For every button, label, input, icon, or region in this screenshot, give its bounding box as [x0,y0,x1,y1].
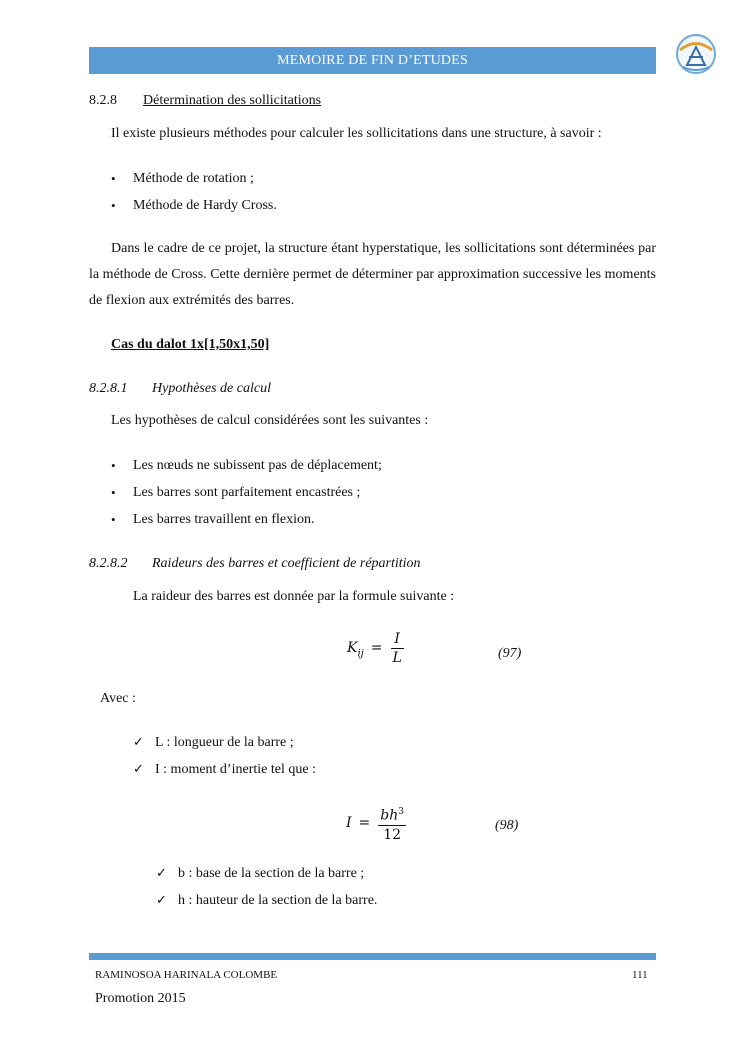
header-bar [89,47,656,74]
sub-definition-label: b : base de la section de la barre ; [178,866,365,881]
section-8282-title: Raideurs des barres et coefficient de répartition [152,556,421,571]
case-title: Cas du dalot 1x[1,50x1,50] [111,337,270,352]
section-8281-heading [89,381,271,397]
equation-97 [347,630,404,667]
intro-text: Il existe plusieurs méthodes pour calculer les sollicitations dans une structure, à savoir : [111,126,602,141]
equation-98-lhs: I [346,815,352,831]
equation-98-numerator-base: bh [380,807,399,824]
equation-98-denominator: 12 [383,826,402,843]
definition-label: I : moment d’inertie tel que : [155,762,316,777]
section-8281-title: Hypothèses de calcul [152,381,271,396]
header-title: MEMOIRE DE FIN D’ETUDES [277,53,468,68]
bullet-icon: • [111,512,116,527]
check-icon: ✓ [133,762,144,777]
equation-98-equals: = [358,815,371,831]
list-item [111,485,361,502]
equation-97-numerator: I [391,630,404,649]
equation-98 [346,803,406,844]
hypothesis-label: Les barres sont parfaitement encastrées ; [133,485,361,500]
school-logo-icon [675,33,717,75]
check-icon: ✓ [133,735,144,750]
footer-author: RAMINOSOA HARINALA COLOMBE [95,969,278,981]
section-828-heading [89,93,322,109]
section-8282-number: 8.2.8.2 [89,556,128,571]
equation-98-numerator [378,803,406,826]
equation-97-number: (97) [498,646,522,661]
footer-promotion: Promotion 2015 [95,991,186,1006]
footer-page-number: 111 [632,969,648,981]
method-label: Méthode de Hardy Cross. [133,198,277,213]
list-item [133,735,294,751]
list-item [156,893,378,909]
context-paragraph: Dans le cadre de ce projet, la structure étant hyperstatique, les sollicitations sont déterminées par la méthode de Cross. Cette dernière permet de déterminer par approximation successive les moments de flexion aux extrémités des barres. [89,241,656,308]
section-828-title: Détermination des sollicitations [143,93,322,108]
equation-98-exponent: 3 [398,807,404,817]
method-label: Méthode de rotation ; [133,171,254,186]
list-item [111,171,254,188]
check-icon: ✓ [156,866,167,881]
list-item [111,512,315,529]
hypotheses-intro: Les hypothèses de calcul considérées sont les suivantes : [111,413,429,428]
equation-98-fraction [378,803,406,844]
equation-97-lhs-subscript: ij [357,648,364,660]
bullet-icon: • [111,198,116,213]
bullet-icon: • [111,458,116,473]
list-item [111,458,382,475]
equation-97-denominator: L [392,650,402,666]
list-item [111,198,277,215]
hypothesis-label: Les nœuds ne subissent pas de déplacement; [133,458,382,473]
equation-98-number: (98) [495,818,519,833]
stiffness-intro: La raideur des barres est donnée par la formule suivante : [133,589,455,604]
list-item [156,866,365,882]
section-8282-heading [89,556,421,572]
sub-definition-label: h : hauteur de la section de la barre. [178,893,378,908]
hypothesis-label: Les barres travaillent en flexion. [133,512,315,527]
equation-97-fraction [391,630,404,667]
equation-97-equals: = [370,640,383,657]
definition-label: L : longueur de la barre ; [155,735,294,750]
bullet-icon: • [111,171,116,186]
section-828-number: 8.2.8 [89,93,117,108]
list-item [133,762,316,778]
avec-label: Avec : [100,691,136,706]
check-icon: ✓ [156,893,167,908]
bullet-icon: • [111,485,116,500]
section-8281-number: 8.2.8.1 [89,381,128,396]
footer-bar [89,953,656,960]
equation-97-lhs: K [347,640,358,657]
